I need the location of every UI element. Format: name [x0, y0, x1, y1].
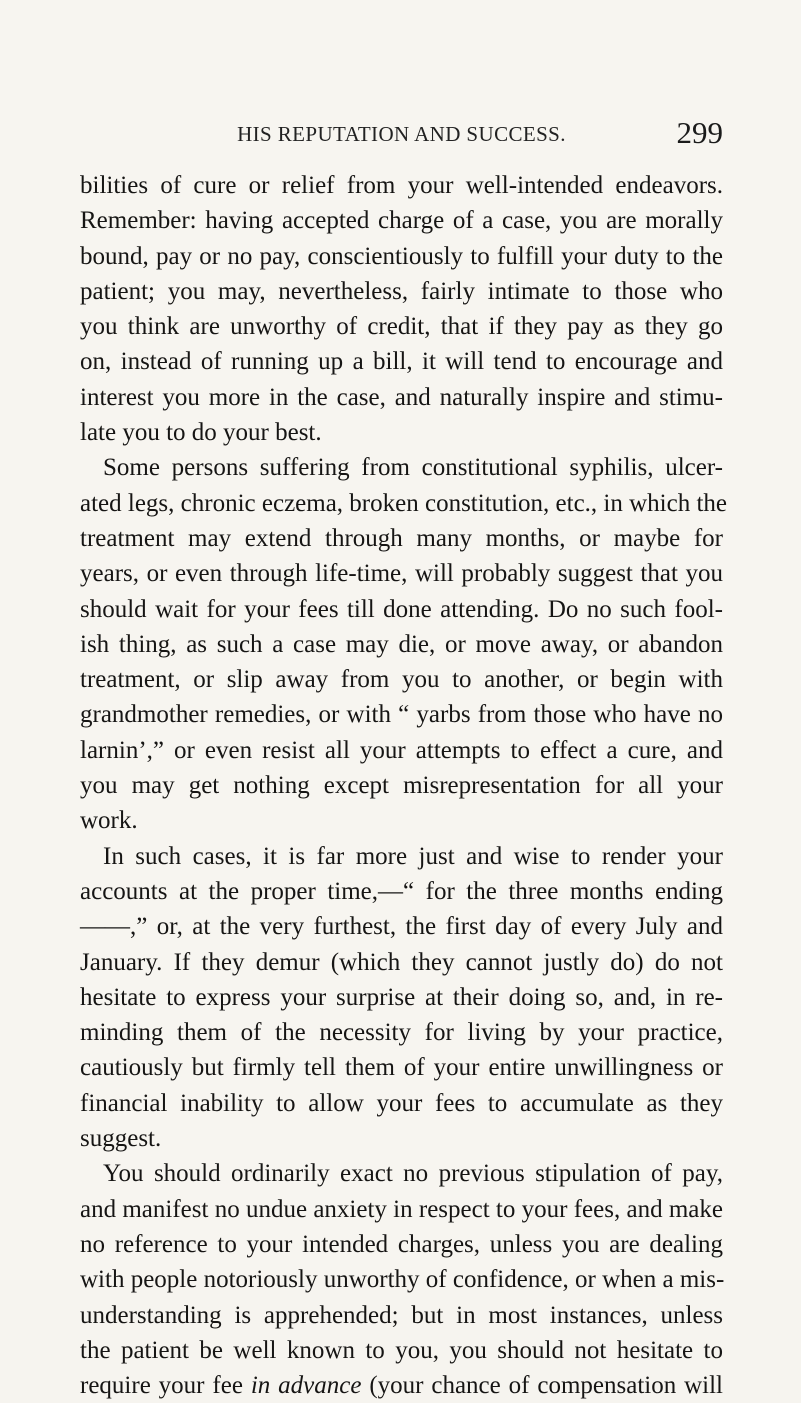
text-line: accounts at the proper time,—“ for the three months ending [80, 877, 723, 905]
text-line: ish thing, as such a case may die, or move away, or abandon [80, 630, 723, 658]
text-line: bound, pay or no pay, conscientiously to fulfill your duty to the [80, 242, 723, 270]
body-text [80, 168, 727, 1403]
text-line: no reference to your intended charges, unless you are dealing [80, 1230, 723, 1258]
text-line: you think are unworthy of credit, that if they pay as they go [80, 313, 723, 341]
final-line-end: (your chance of compensation will [361, 1372, 723, 1400]
text-line: ——,” or, at the very furthest, the first day of every July and [80, 913, 723, 941]
text-line: grandmother remedies, or with “ yarbs from those who have no [80, 701, 723, 729]
text-line: January. If they demur (which they cannot justly do) do not [80, 948, 723, 976]
running-head [80, 115, 723, 158]
text-line: and manifest no undue anxiety in respect to your fees, and make [80, 1195, 723, 1223]
paragraph-start-line: In such cases, it is far more just and wise to render your [103, 842, 723, 870]
italic-phrase: in advance [250, 1372, 362, 1400]
paragraph-start-line: Some persons suffering from constitutional syphilis, ulcer- [103, 454, 723, 482]
text-line: suggest. [80, 1125, 162, 1153]
text-line: on, instead of running up a bill, it will tend to encourage and [80, 348, 723, 376]
text-line: ated legs, chronic eczema, broken constitution, etc., in which the [80, 489, 727, 517]
text-line: treatment may extend through many months, or maybe for [80, 524, 723, 552]
text-line: with people notoriously unworthy of confidence, or when a mis- [80, 1266, 725, 1294]
text-line: hesitate to express your surprise at their doing so, and, in re- [80, 983, 723, 1011]
running-title: HIS REPUTATION AND SUCCESS. [237, 122, 566, 146]
text-line: interest you more in the case, and naturally inspire and stimu- [80, 383, 723, 411]
final-text-line [80, 1368, 723, 1403]
text-line: cautiously but firmly tell them of your entire unwillingness or [80, 1054, 723, 1082]
text-line: work. [80, 807, 138, 835]
paragraph-start-line: You should ordinarily exact no previous stipulation of pay, [103, 1160, 723, 1188]
final-line-start: require your fee [80, 1372, 251, 1400]
text-line: understanding is apprehended; but in most instances, unless [80, 1301, 723, 1329]
text-line: financial inability to allow your fees to accumulate as they [80, 1089, 723, 1117]
text-line: minding them of the necessity for living by your practice, [80, 1019, 723, 1047]
text-line: you may get nothing except misrepresentation for all your [80, 772, 723, 800]
text-line: the patient be well known to you, you should not hesitate to [80, 1336, 723, 1364]
text-line: treatment, or slip away from you to another, or begin with [80, 666, 723, 694]
text-line: larnin’,” or even resist all your attempts to effect a cure, and [80, 736, 723, 764]
text-line: years, or even through life-time, will probably suggest that you [80, 560, 723, 588]
text-line: patient; you may, nevertheless, fairly intimate to those who [80, 277, 723, 305]
text-line: late you to do your best. [80, 419, 322, 447]
page-number: 299 [676, 115, 723, 150]
text-line: Remember: having accepted charge of a case, you are morally [80, 207, 723, 235]
text-line: should wait for your fees till done attending. Do no such fool- [80, 595, 723, 623]
text-line: bilities of cure or relief from your well-intended endeavors. [80, 172, 723, 199]
